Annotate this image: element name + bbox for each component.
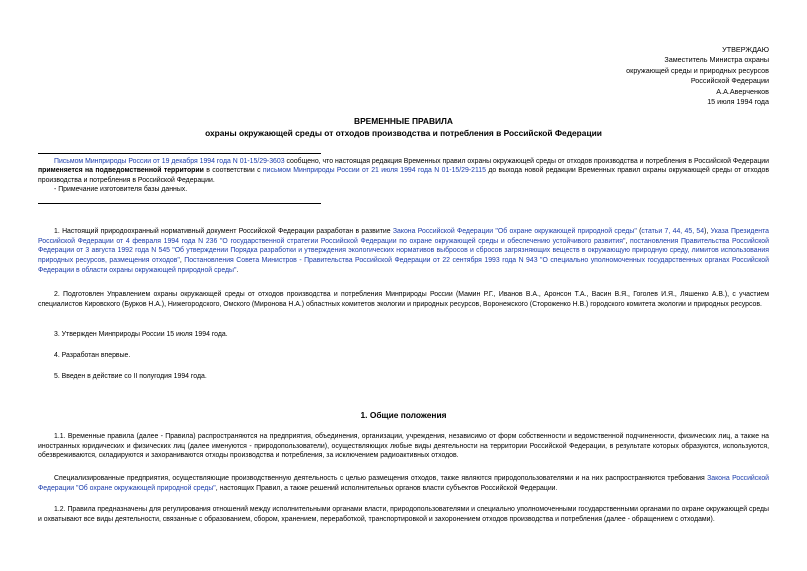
note-link-letter-1[interactable]: Письмом Минприроды России от 19 декабря 1994 года N 01-15/29-3603	[54, 158, 285, 165]
p12-text: 1.2. Правила предназначены для регулирования отношений между исполнительными органами власти, природопользователями и специально уполномоченными государственными органами по охране окружающей среды и охватывают все виды деятельности, связанные с образованием, сбором, хранением, переработкой, транспортировкой и захоронением отходов производства и потребления (далее - обращением с отходами).	[38, 506, 769, 523]
editor-note-footer: - Примечание изготовителя базы данных.	[54, 186, 188, 194]
p11-text: 1.1. Временные правила (далее - Правила) распространяются на предприятия, объединения, организации, учреждения, независимо от форм собственности и ведомственной подчиненности, физических лиц, а также на иностранных юридических и физических лиц (далее именуются - природопользователи), осуществляющих любые виды деятельности на территории Российской Федерации, в результате которых образуются, используются, обезвреживаются, складируются и захораниваются отходы производства и потребления, за исключением радиоактивных отходов.	[38, 433, 769, 460]
paragraph-1-2	[38, 505, 769, 524]
p11b-text-1: Специализированные предприятия, осуществляющие производственную деятельность с целью размещения отходов, также являются природопользователями и на них распространяются требования	[54, 475, 708, 482]
p1-text-4: ,	[625, 237, 630, 245]
title-line-2: охраны окружающей среды от отходов производства и потребления в Российской Федерации	[205, 127, 602, 138]
note-divider-top	[38, 153, 321, 154]
p1-text-3: ),	[704, 228, 711, 235]
p1-link-articles[interactable]: статьи 7, 44, 45, 54	[641, 228, 705, 235]
editor-note	[38, 157, 769, 195]
paragraph-1	[38, 227, 769, 276]
p11b-text-2: , настоящих Правил, а также решений исполнительных органов власти субъектов Российской Федерации.	[215, 484, 558, 492]
approval-position: Заместитель Министра охраны	[664, 55, 769, 65]
approval-block	[549, 45, 769, 107]
approval-country: Российской Федерации	[690, 76, 769, 86]
paragraph-4	[38, 351, 769, 361]
p1-link-law[interactable]: Закона Российской Федерации "Об охране окружающей природной среды"	[392, 228, 637, 235]
document-title	[38, 116, 769, 139]
p1-link-decree[interactable]: Указа Президента Российской Федерации от 4 февраля 1994 года N 236 "О государственной стратегии Российской Федерации по охране окружающей среды и обеспечению устойчивого развития"	[38, 228, 770, 245]
p1-link-resolution-943[interactable]: Постановления Совета Министров - Правительства Российской Федерации от 22 сентября 1993 года N 943 "О специально уполномоченных государственных органах Российской Федерации в области охраны окружающей природной среды"	[38, 257, 769, 274]
note-text-1: сообщено, что настоящая редакция Временных правил охраны окружающей среды от отходов производства и потребления в Российской Федерации	[284, 158, 769, 165]
title-line-1: ВРЕМЕННЫЕ ПРАВИЛА	[354, 116, 453, 126]
p1-text-2: (	[636, 228, 642, 235]
p2-text: 2. Подготовлен Управлением охраны окружающей среды от отходов производства и потребления Минприроды России (Мамин Р.Г., Иванов В.А., Аронсон Т.А., Васин В.Я., Гоголев И.Я., Ляшенко А.В.), с участием специалистов Кировского (Бурков Н.А.), Нижегородского, Омского (Миронова Н.А.) областных комитетов экологии и природных ресурсов, Воронежского (Стороженко Н.В.) городского комитета экологии и природных ресурсов.	[38, 291, 769, 308]
p1-link-resolution-545[interactable]: постановления Правительства Российской Федерации от 3 августа 1992 года N 545 "Об утверждении Порядка разработки и утверждения экологических нормативов выбросов и сбросов загрязняющих веществ в окружающую природную среду, лимитов использования природных ресурсов, размещения отходов"	[38, 237, 769, 265]
note-text-3: до выхода новой редакции Временных правил охраны окружающей среды от отходов производства и потребления в Российской Федерации.	[38, 167, 770, 184]
paragraph-2	[38, 290, 769, 309]
approval-heading: УТВЕРЖДАЮ	[722, 45, 769, 54]
paragraph-5	[38, 372, 769, 382]
approval-position-cont: окружающей среды и природных ресурсов	[626, 65, 769, 75]
p1-text-5: ,	[179, 257, 185, 265]
paragraph-1-1-b	[38, 474, 769, 493]
editor-note-text	[38, 157, 769, 185]
p1-text-1: 1. Настоящий природоохранный нормативный документ Российской Федерации разработан в развитие	[54, 228, 393, 235]
paragraph-1-1	[38, 432, 769, 461]
p4-text: 4. Разработан впервые.	[54, 352, 131, 359]
note-bold: применяется на подведомственной территории	[38, 167, 204, 175]
p3-text: 3. Утвержден Минприроды России 15 июля 1994 года.	[54, 331, 228, 338]
section-heading-general: 1. Общие положения	[360, 410, 447, 420]
note-link-letter-2[interactable]: письмом Минприроды России от 21 июля 1994 года N 01-15/29-2115	[262, 167, 486, 175]
note-text-2: в соответствии с	[203, 167, 263, 175]
approval-date: 15 июля 1994 года	[707, 97, 769, 107]
note-divider-bottom	[38, 203, 321, 204]
p5-text: 5. Введен в действие со II полугодия 1994 года.	[54, 373, 207, 380]
p11b-link-law[interactable]: Закона Российской Федерации "Об охране окружающей природной среды"	[38, 475, 770, 492]
approval-signatory: А.А.Аверченков	[716, 86, 769, 96]
paragraph-3	[38, 330, 769, 340]
p1-text-6: .	[236, 266, 239, 274]
